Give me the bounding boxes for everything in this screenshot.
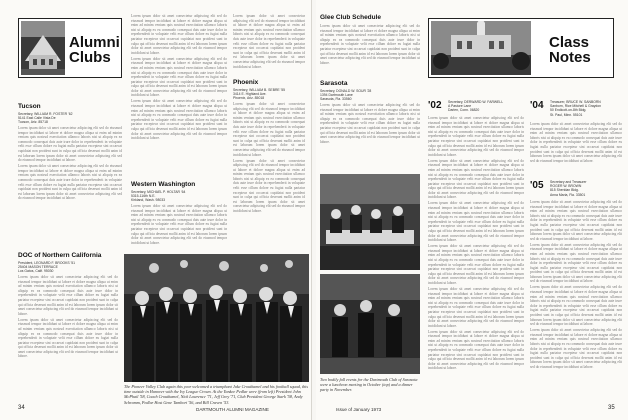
class-02-year: '02 xyxy=(428,100,442,111)
class-notes-logo-photo xyxy=(431,21,531,75)
class-05-year: '05 xyxy=(530,180,544,191)
alumni-clubs-title-line1: Alumni xyxy=(69,34,120,51)
tucson-secretary: Secretary, WILLIAM R. FOSTER '62 5141 East Calle Vista De Tucson, Ariz. 85718 xyxy=(18,112,73,125)
middle-column-text xyxy=(131,14,227,174)
group-of-men-photo-icon xyxy=(124,254,309,382)
pioneer-valley-club-photo xyxy=(124,254,309,382)
alumni-clubs-title xyxy=(69,35,120,65)
class-notes-title-line2: Notes xyxy=(549,49,591,66)
alumni-clubs-title-line2: Clubs xyxy=(69,49,111,66)
doc-secretary: President, LEONARD F. BROOKS '51 25404 MASON TERRACE Los Gatos, Calif. 95030 xyxy=(18,261,75,274)
sarasota-dinner-photo xyxy=(320,274,420,374)
western-washington-heading: Western Washington xyxy=(131,181,196,188)
glee-club-body xyxy=(320,24,420,76)
tucson-body xyxy=(18,126,122,246)
left-page xyxy=(0,0,312,420)
class-notes-logo xyxy=(428,18,614,78)
phoenix-secretary: Secretary, WILLIAM B. SEBRE '55 3414 E. Highland Ave. Phoenix, Ariz. 85018 xyxy=(233,88,286,101)
glee-club-heading: Glee Club Schedule xyxy=(320,14,382,21)
class-04-secretary: Treasurer, BRUCE W. SANBORN Sanborn, Rice Mitchell & Graydon 50 Endicott-on-8th Bldg. St. Paul, Minn. 55101 xyxy=(550,100,602,117)
right-page-number: 35 xyxy=(608,405,615,411)
sarasota-photos-caption: Two bodily fall events for the Dartmouth Club of Sarasota were a luncheon meeting in October (top) and a dinner party in November. xyxy=(320,377,418,393)
building-photo-icon xyxy=(21,21,65,75)
class-04-year: '04 xyxy=(530,100,544,111)
class-02-secretary: Secretary, DERWARD W. FARWELL A Pasture Lane Darien, Conn. 06820 xyxy=(448,100,504,113)
tucson-heading: Tucson xyxy=(18,103,41,110)
doc-heading: DOC of Northern California xyxy=(18,252,102,259)
sarasota-secretary: Secretary, DONALD W. SOUR '28 1394 Dartmouth Lane Sarasota, Fla. 33560 xyxy=(320,89,372,102)
alumni-clubs-logo-photo xyxy=(21,21,65,75)
western-washington-secretary: Secretary, MICHAEL P. HOLTAR '64 5315-116th N.E. Kirkland, Wash. 98033 xyxy=(131,190,186,203)
campus-photo-icon xyxy=(431,21,531,75)
doc-body xyxy=(18,275,118,400)
class-05-secretary: Secretary and Treasurer ROGER W. BROWN 815 Sheridan Bldg. Anna Maria, Fla. 33501 xyxy=(550,180,587,197)
class-05-body xyxy=(530,200,622,402)
class-02-body xyxy=(428,116,524,402)
right-footer-issue: Issue of January 1973 xyxy=(336,407,382,412)
luncheon-photo-icon xyxy=(320,174,420,270)
right-column-top-text xyxy=(233,14,305,72)
phoenix-body xyxy=(233,102,305,250)
sarasota-body xyxy=(320,103,420,169)
class-04-body xyxy=(530,122,622,174)
sarasota-heading: Sarasota xyxy=(320,80,348,87)
alumni-clubs-logo xyxy=(18,18,122,78)
left-page-number: 34 xyxy=(18,405,25,411)
pioneer-valley-photo-caption: The Pioneer Valley Club again this year welcomed a triumphant Jake Crouthamel and his football squad, this time outside in Hanover with the Ivy League Crown. At the Yankee Pedlar were (from left) President John McPhail '58, Coach Crouthamel, Nick Lawrence '71, Jeff Grey '71, Club President George Stark '58, Andy Schramm, Pedlar Host Gene Tambori '56, and Bill Craven '53. xyxy=(124,384,308,405)
sarasota-luncheon-photo xyxy=(320,174,420,270)
class-notes-title-line1: Class xyxy=(549,34,590,51)
right-page xyxy=(316,0,628,420)
class-notes-title xyxy=(549,35,591,65)
western-washington-body xyxy=(131,204,227,252)
dinner-party-photo-icon xyxy=(320,274,420,374)
left-footer-magazine: DARTMOUTH ALUMNI MAGAZINE xyxy=(196,407,269,412)
phoenix-heading: Phoenix xyxy=(233,79,259,86)
